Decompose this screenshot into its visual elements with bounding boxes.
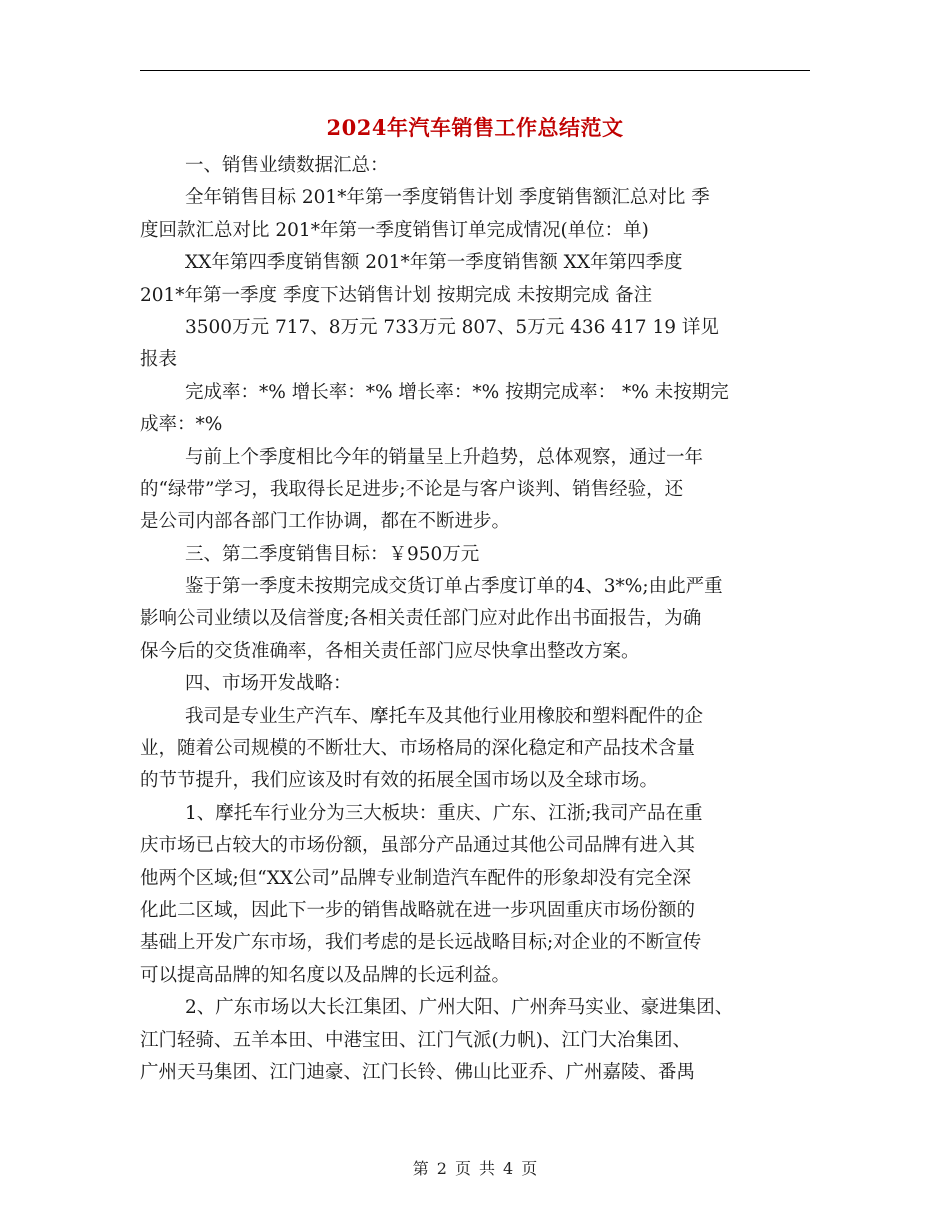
text-line: 与前上个季度相比今年的销量呈上升趋势，总体观察，通过一年 xyxy=(185,446,704,468)
text-line: 化此二区域，因此下一步的销售战略就在进一步巩固重庆市场份额的 xyxy=(140,899,696,921)
text-line: 3500万元 717、8万元 733万元 807、5万元 436 417 19 详见 xyxy=(185,316,719,338)
text-line: 度回款汇总对比 201*年第一季度销售订单完成情况(单位：单) xyxy=(140,219,649,241)
text-line: 业，随着公司规模的不断壮大、市场格局的深化稳定和产品技术含量 xyxy=(140,738,696,760)
text-line: XX年第四季度销售额 201*年第一季度销售额 XX年第四季度 xyxy=(185,252,683,274)
text-line: 三、第二季度销售目标：￥950万元 xyxy=(185,543,480,565)
footer-page-word: 页 xyxy=(454,1159,471,1178)
text-line: 江门轻骑、五羊本田、中港宝田、江门气派(力帆)、江门大冶集团、 xyxy=(140,1029,691,1051)
header-rule xyxy=(140,70,810,71)
text-line: 一、销售业绩数据汇总： xyxy=(185,155,389,176)
footer-total-word: 共 xyxy=(479,1159,496,1178)
footer-page-number: 2 xyxy=(436,1159,447,1178)
text-line: 2、广东市场以大长江集团、广州大阳、广州奔马实业、豪进集团、 xyxy=(185,997,734,1019)
footer-total-pages: 4 xyxy=(503,1159,514,1178)
text-line: 鉴于第一季度未按期完成交货订单占季度订单的4、3*%;由此严重 xyxy=(185,576,723,598)
document-body xyxy=(140,150,812,1089)
text-line: 是公司内部各部门工作协调，都在不断进步。 xyxy=(140,511,511,533)
page-footer xyxy=(0,1156,950,1179)
text-line: 四、市场开发战略： xyxy=(185,673,352,695)
footer-suffix: 页 xyxy=(521,1159,538,1178)
text-line: 成率：*% xyxy=(140,414,223,436)
document-title: 2024年汽车销售工作总结范文 xyxy=(326,115,624,140)
text-line: 全年销售目标 201*年第一季度销售计划 季度销售额汇总对比 季 xyxy=(185,187,710,209)
text-line: 广州天马集团、江门迪豪、江门长铃、佛山比亚乔、广州嘉陵、番禺 xyxy=(140,1061,696,1083)
text-line: 1、摩托车行业分为三大板块：重庆、广东、江浙;我司产品在重 xyxy=(185,802,703,824)
text-line: 庆市场已占较大的市场份额，虽部分产品通过其他公司品牌有进入其 xyxy=(140,835,696,857)
text-line: 基础上开发广东市场，我们考虑的是长远战略目标;对企业的不断宣传 xyxy=(140,932,702,954)
text-line: 完成率：*% 增长率：*% 增长率：*% 按期完成率： *% 未按期完 xyxy=(185,381,729,403)
text-line: 201*年第一季度 季度下达销售计划 按期完成 未按期完成 备注 xyxy=(140,284,653,306)
text-line: 可以提高品牌的知名度以及品牌的长远利益。 xyxy=(140,964,511,986)
text-line: 影响公司业绩以及信誉度;各相关责任部门应对此作出书面报告，为确 xyxy=(140,608,702,630)
text-line: 他两个区域;但“XX公司”品牌专业制造汽车配件的形象却没有完全深 xyxy=(140,867,691,889)
text-line: 的节节提升，我们应该及时有效的拓展全国市场以及全球市场。 xyxy=(140,770,659,792)
text-line: 保今后的交货准确率，各相关责任部门应尽快拿出整改方案。 xyxy=(140,640,640,662)
text-line: 报表 xyxy=(140,349,178,371)
text-line: 的“绿带”学习，我取得长足进步;不论是与客户谈判、销售经验，还 xyxy=(140,478,684,500)
footer-prefix: 第 xyxy=(412,1159,429,1178)
text-line: 我司是专业生产汽车、摩托车及其他行业用橡胶和塑料配件的企 xyxy=(185,705,704,727)
